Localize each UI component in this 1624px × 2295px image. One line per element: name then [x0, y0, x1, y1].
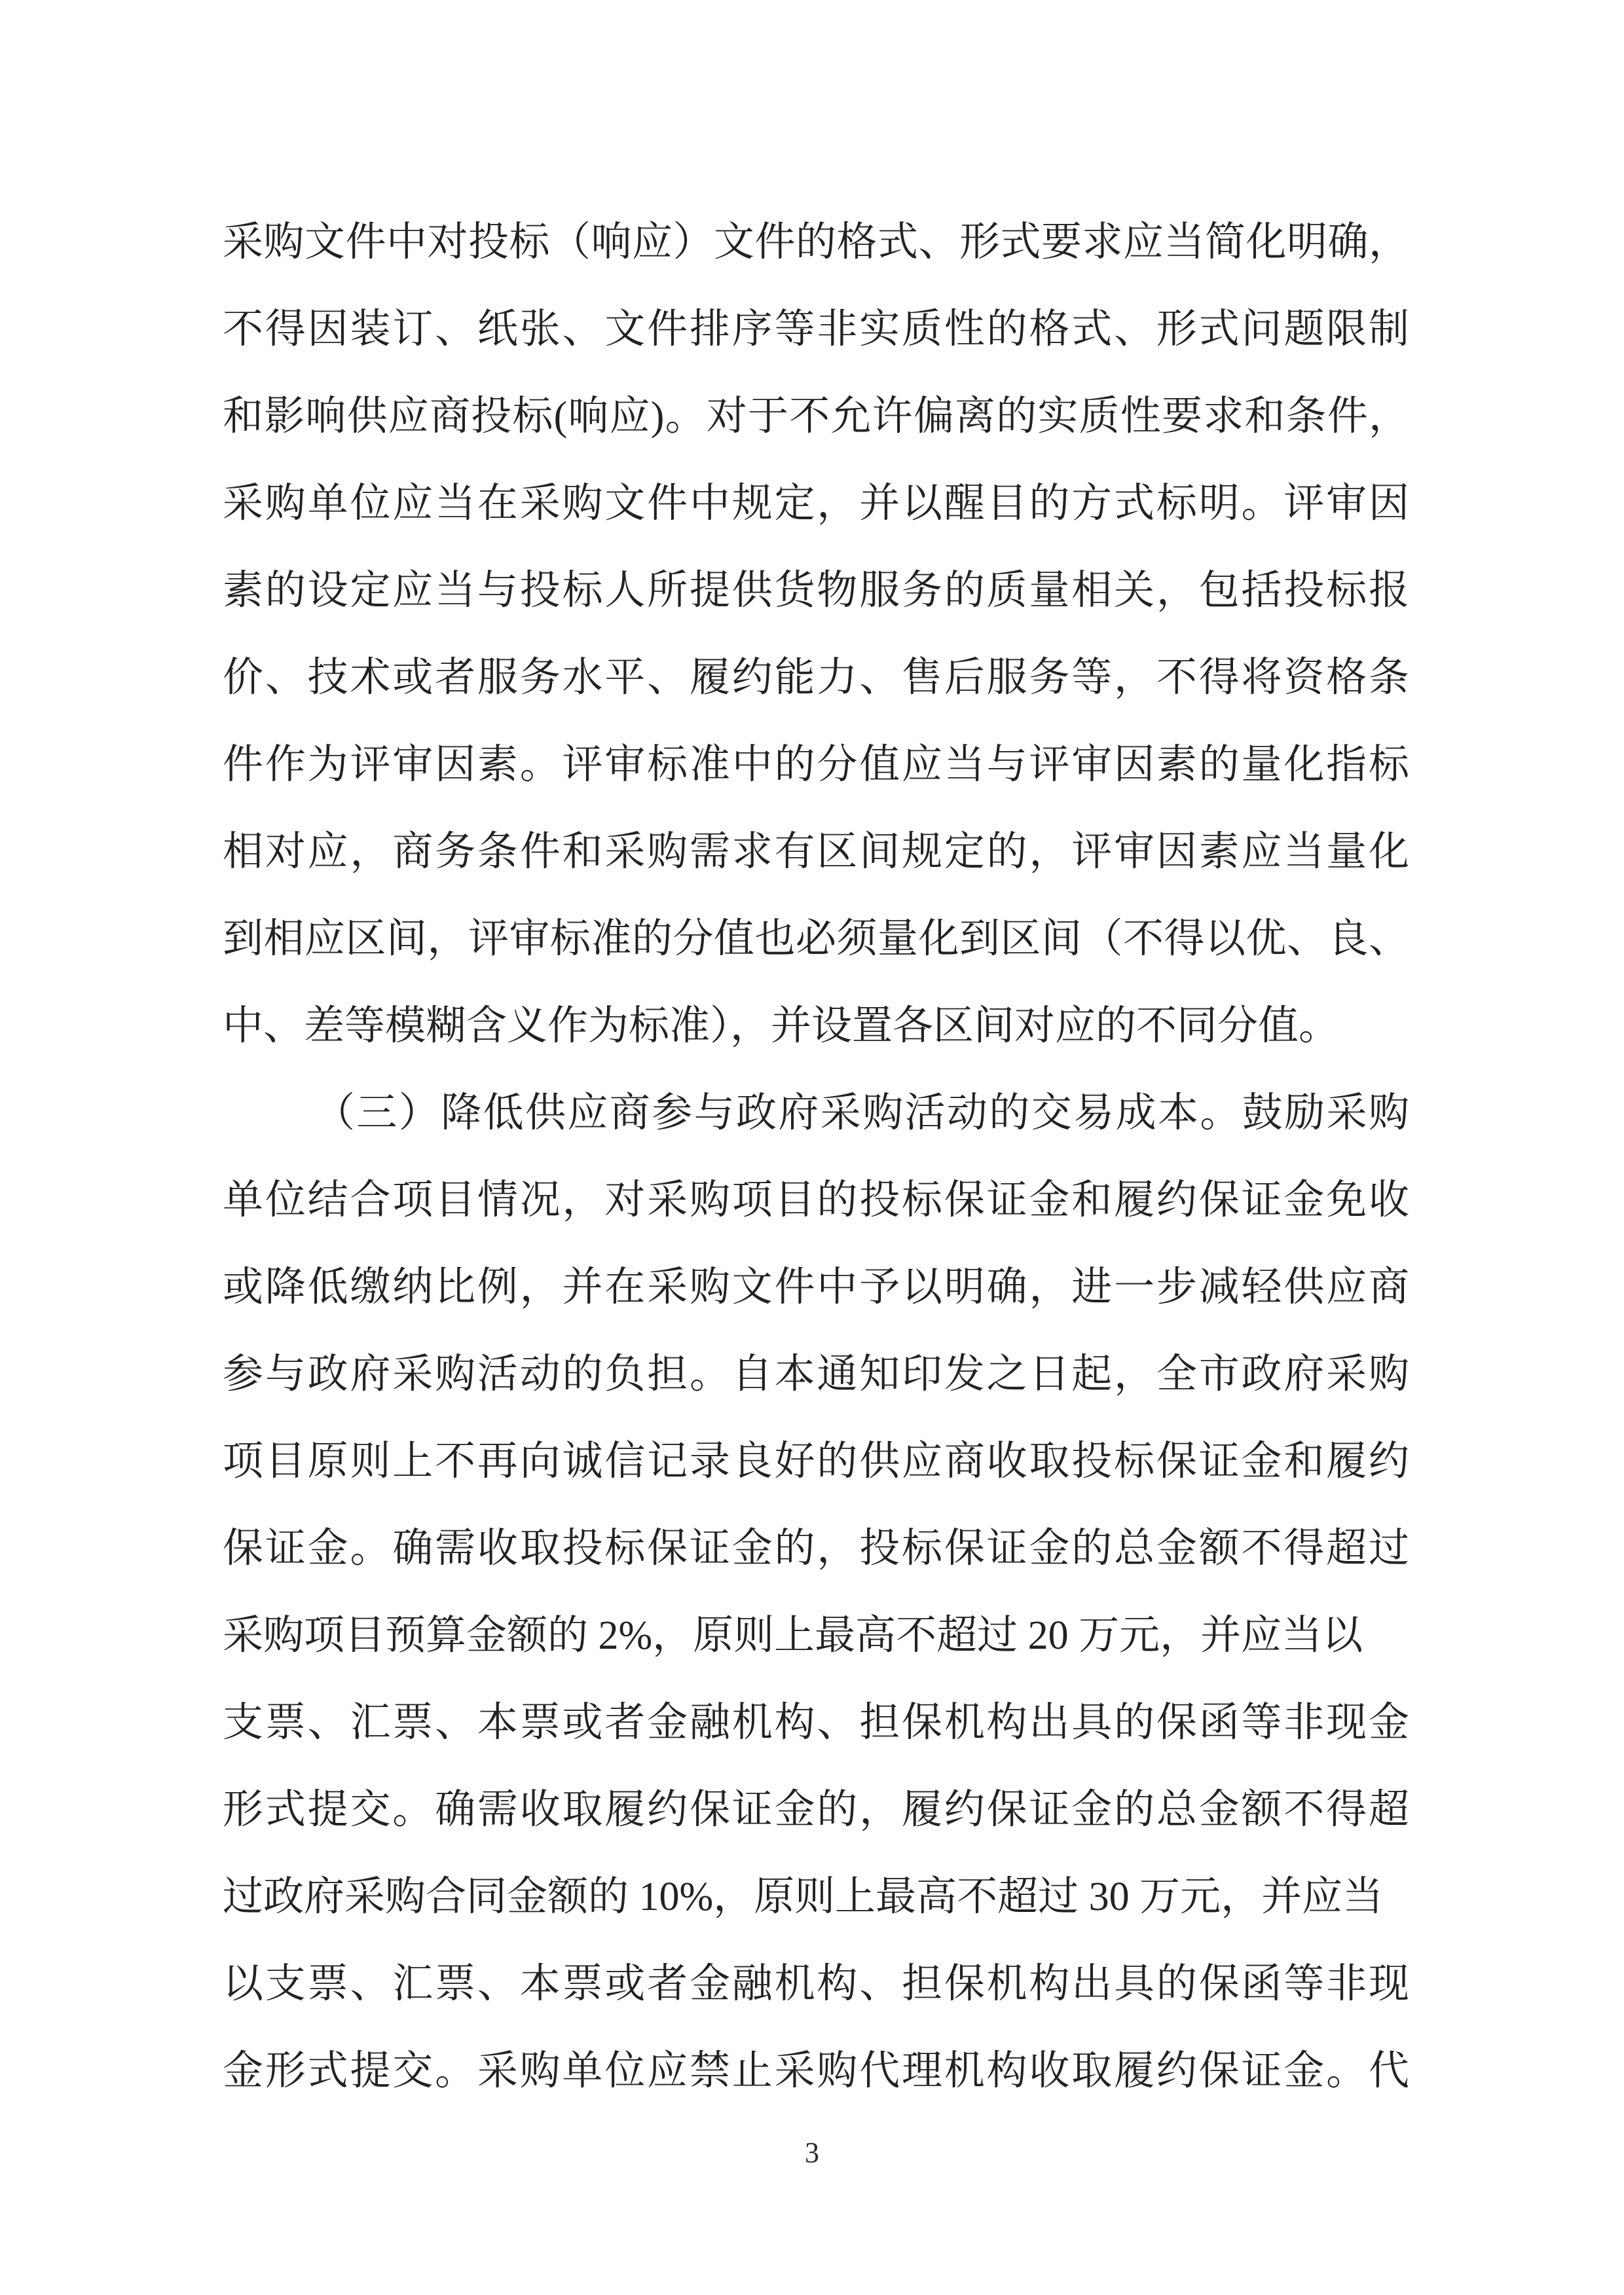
text-line: 保证金。确需收取投标保证金的，投标保证金的总金额不得超过 [223, 1526, 1409, 1571]
text-line: 形式提交。确需收取履约保证金的，履约保证金的总金额不得超 [223, 1788, 1409, 1832]
text-line: 到相应区间，评审标准的分值也必须量化到区间（不得以优、良、 [223, 917, 1409, 961]
text-line: 件作为评审因素。评审标准中的分值应当与评审因素的量化指标 [223, 743, 1409, 787]
text-line: 或降低缴纳比例，并在采购文件中予以明确，进一步减轻供应商 [223, 1265, 1409, 1310]
page-number: 3 [805, 2137, 819, 2169]
text-line: 不得因装订、纸张、文件排序等非实质性的格式、形式问题限制 [223, 307, 1409, 352]
text-line: 素的设定应当与投标人所提供货物服务的质量相关，包括投标报 [223, 568, 1409, 613]
text-line-paragraph-end: 中、差等模糊含义作为标准），并设置各区间对应的不同分值。 [223, 1004, 1340, 1048]
text-line: 和影响供应商投标(响应)。对于不允许偏离的实质性要求和条件， [223, 394, 1409, 439]
text-line: 价、技术或者服务水平、履约能力、售后服务等，不得将资格条 [223, 655, 1409, 700]
text-line: 项目原则上不再向诚信记录良好的供应商收取投标保证金和履约 [223, 1439, 1409, 1484]
text-line: 以支票、汇票、本票或者金融机构、担保机构出具的保函等非现 [223, 1962, 1409, 2006]
text-line-paragraph-start: （三）降低供应商参与政府采购活动的交易成本。鼓励采购 [314, 1091, 1409, 1135]
text-line: 采购单位应当在采购文件中规定，并以醒目的方式标明。评审因 [223, 481, 1409, 526]
text-line: 参与政府采购活动的负担。自本通知印发之日起，全市政府采购 [223, 1352, 1409, 1397]
text-line: 单位结合项目情况，对采购项目的投标保证金和履约保证金免收 [223, 1178, 1409, 1222]
text-line: 相对应，商务条件和采购需求有区间规定的，评审因素应当量化 [223, 830, 1409, 874]
document-body [223, 199, 1409, 2115]
text-line: 金形式提交。采购单位应禁止采购代理机构收取履约保证金。代 [223, 2049, 1409, 2093]
text-line: 采购项目预算金额的 2%，原则上最高不超过 20 万元，并应当以 [223, 1613, 1363, 1658]
text-line: 采购文件中对投标（响应）文件的格式、形式要求应当简化明确， [223, 220, 1409, 265]
text-line: 过政府采购合同金额的 10%，原则上最高不超过 30 万元，并应当 [223, 1875, 1384, 1919]
text-line: 支票、汇票、本票或者金融机构、担保机构出具的保函等非现金 [223, 1700, 1409, 1745]
